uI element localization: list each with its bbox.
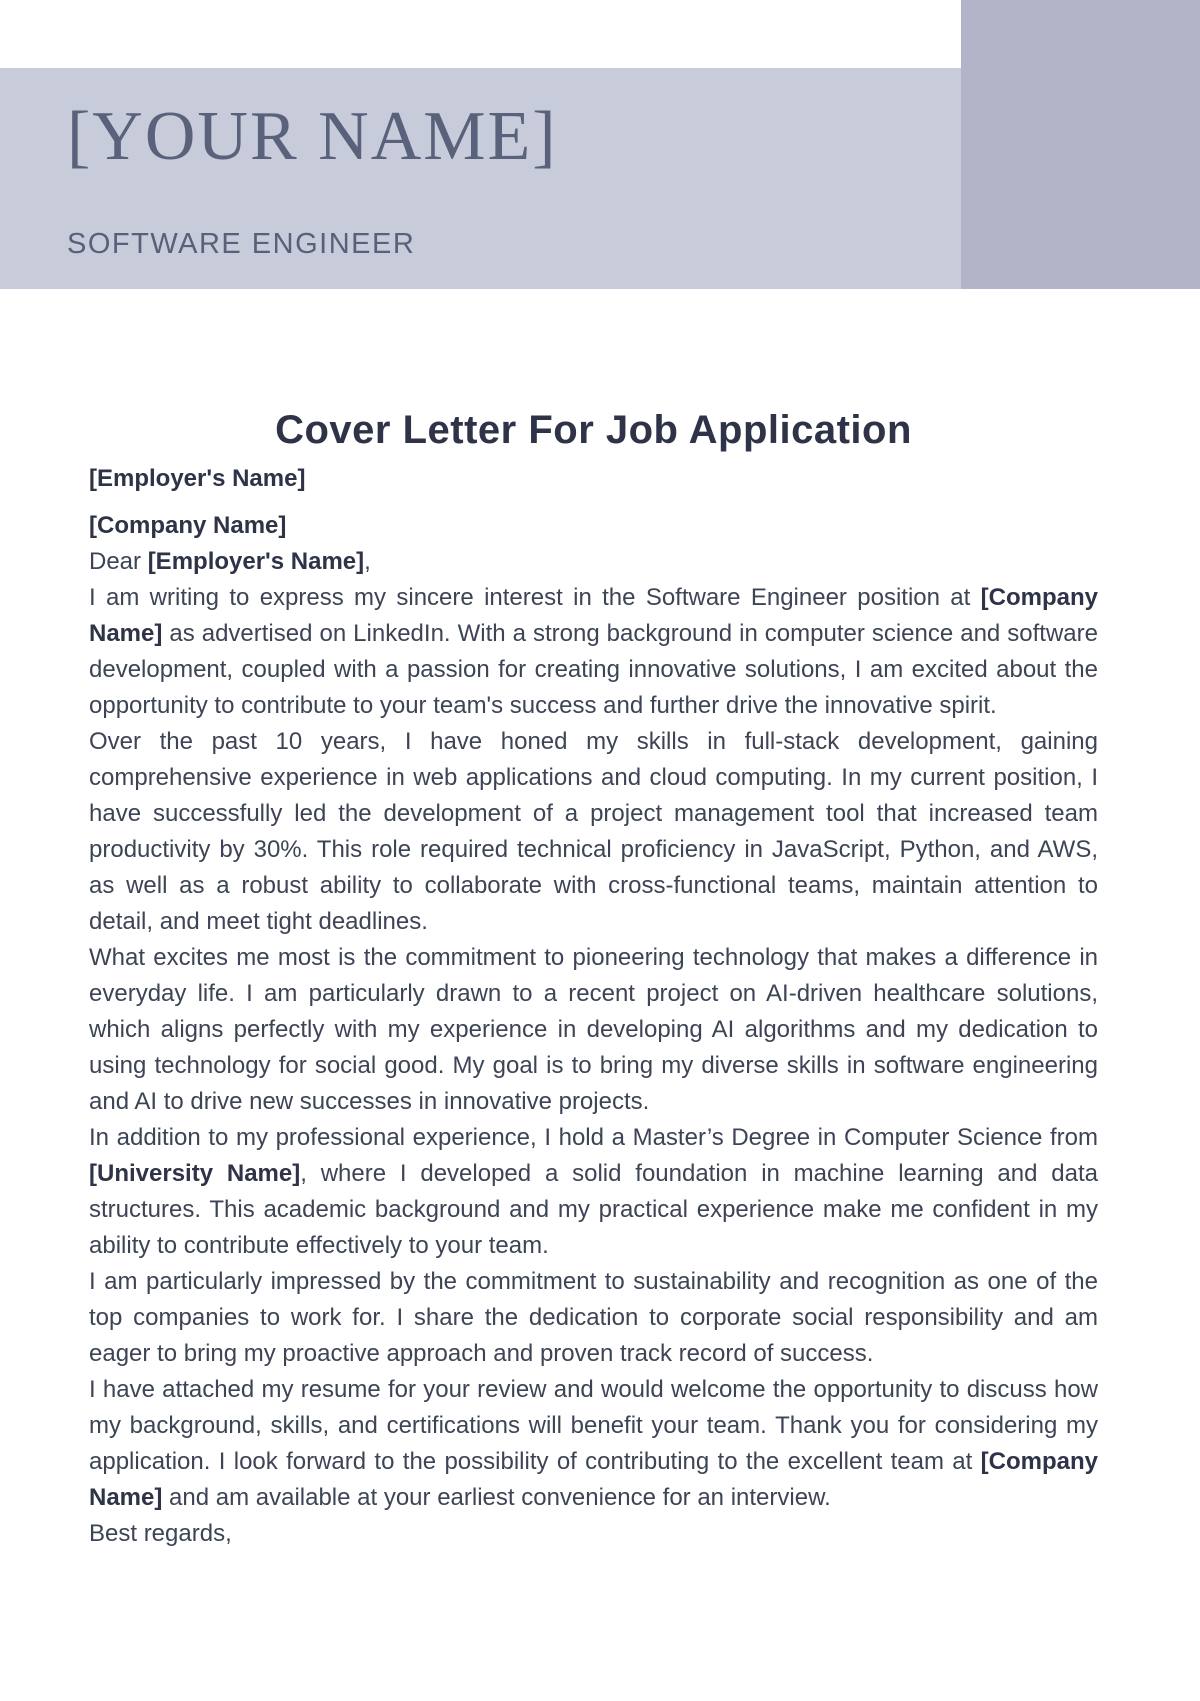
salutation-employer-placeholder: [Employer's Name]: [147, 548, 365, 575]
salutation-prefix: Dear: [89, 548, 148, 575]
paragraph-closing: [89, 1372, 1098, 1516]
intro-text-after-company: as advertised on LinkedIn. With a strong background in computer science and software development, coupled with a passion for creating innovative solutions, I am excited about the opportunity to contribute to your team's success and further drive the innovative spirit.: [89, 620, 1098, 719]
cover-letter-body: [89, 408, 1098, 1552]
paragraph-values: I am particularly impressed by the commitment to sustainability and recognition as one of the top companies to work for. I share the dedication to corporate social responsibility and am eager to bring my proactive approach and proven track record of success.: [89, 1268, 1098, 1367]
salutation-suffix: ,: [364, 548, 371, 575]
intro-company-placeholder: [Company Name]: [89, 584, 1098, 647]
closing-text-before-company: I have attached my resume for your review and would welcome the opportunity to discuss how my background, skills, and certifications will benefit your team. Thank you for considering my application. I look forward to the possibility of contributing to the excellent team at: [89, 1376, 1098, 1475]
paragraph-intro: [89, 580, 1098, 724]
paragraph-experience: Over the past 10 years, I have honed my skills in full-stack development, gaining comprehensive experience in web applications and cloud computing. In my current position, I have successfully led the development of a project management tool that increased team productivity by 30%. This role required technical proficiency in JavaScript, Python, and AWS, as well as a robust ability to collaborate with cross-functional teams, maintain attention to detail, and meet tight deadlines.: [89, 728, 1098, 935]
closing-text-after-company: and am available at your earliest convenience for an interview.: [162, 1484, 831, 1511]
employer-name-line: [Employer's Name]: [89, 465, 306, 492]
company-name-line: [Company Name]: [89, 512, 287, 539]
letter-title: Cover Letter For Job Application: [275, 408, 912, 452]
header-band: [0, 68, 961, 289]
education-text-after-university: , where I developed a solid foundation in machine learning and data structures. This academic background and my practical experience make me confident in my ability to contribute effectively to your team.: [89, 1160, 1098, 1259]
sign-off-line: Best regards,: [89, 1520, 232, 1547]
salutation-line: [89, 544, 1098, 580]
applicant-role: SOFTWARE ENGINEER: [67, 228, 416, 260]
intro-text-before-company: I am writing to express my sincere interest in the Software Engineer position at: [89, 584, 981, 611]
applicant-name: [YOUR NAME]: [67, 98, 558, 175]
header-corner-block: [961, 0, 1200, 289]
paragraph-motivation: What excites me most is the commitment to pioneering technology that makes a difference in everyday life. I am particularly drawn to a recent project on AI-driven healthcare solutions, which aligns perfectly with my experience in developing AI algorithms and my dedication to using technology for social good. My goal is to bring my diverse skills in software engineering and AI to drive new successes in innovative projects.: [89, 944, 1098, 1115]
paragraph-education: [89, 1120, 1098, 1264]
closing-company-placeholder: [Company Name]: [89, 1448, 1098, 1511]
education-university-placeholder: [University Name]: [89, 1160, 301, 1187]
education-text-before-university: In addition to my professional experience, I hold a Master’s Degree in Computer Science from: [89, 1124, 1098, 1151]
